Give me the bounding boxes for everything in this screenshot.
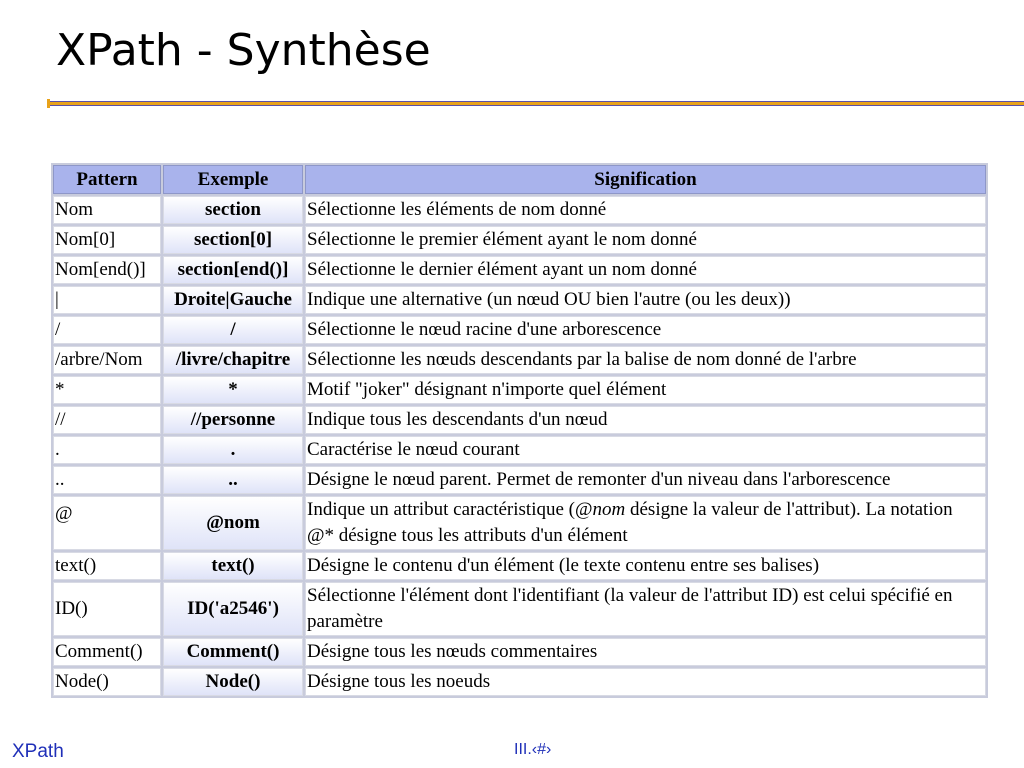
table-row xyxy=(53,466,986,494)
cell-pattern: @ xyxy=(53,496,161,550)
table-row xyxy=(53,376,986,404)
cell-pattern: / xyxy=(53,316,161,344)
cell-example: /livre/chapitre xyxy=(163,346,303,374)
footer-title: XPath xyxy=(12,741,64,762)
table-row xyxy=(53,436,986,464)
cell-meaning xyxy=(305,496,986,550)
cell-pattern: | xyxy=(53,286,161,314)
cell-meaning: Sélectionne le nœud racine d'une arborescence xyxy=(305,316,986,344)
cell-example: * xyxy=(163,376,303,404)
header-pattern: Pattern xyxy=(53,165,161,194)
table-header-row xyxy=(53,165,986,194)
cell-example: @nom xyxy=(163,496,303,550)
cell-pattern: . xyxy=(53,436,161,464)
cell-pattern: ID() xyxy=(53,582,161,636)
header-meaning: Signification xyxy=(305,165,986,194)
table-row xyxy=(53,226,986,254)
cell-pattern: .. xyxy=(53,466,161,494)
cell-example: section[0] xyxy=(163,226,303,254)
cell-example: section[end()] xyxy=(163,256,303,284)
cell-meaning: Sélectionne le premier élément ayant le nom donné xyxy=(305,226,986,254)
slide-title: XPath - Synthèse xyxy=(56,25,431,76)
footer-page-number: III.‹#› xyxy=(514,741,552,758)
table-row xyxy=(53,668,986,696)
cell-meaning: Sélectionne l'élément dont l'identifiant (la valeur de l'attribut ID) est celui spécifié en paramètre xyxy=(305,582,986,636)
cell-meaning: Indique une alternative (un nœud OU bien l'autre (ou les deux)) xyxy=(305,286,986,314)
cell-pattern: text() xyxy=(53,552,161,580)
cell-pattern: /arbre/Nom xyxy=(53,346,161,374)
cell-meaning: Indique tous les descendants d'un nœud xyxy=(305,406,986,434)
cell-pattern: Comment() xyxy=(53,638,161,666)
table-row xyxy=(53,256,986,284)
table-row xyxy=(53,552,986,580)
cell-pattern: Nom[0] xyxy=(53,226,161,254)
meaning-text-part1: Indique un attribut caractéristique (@ xyxy=(307,499,593,520)
cell-meaning: Désigne le contenu d'un élément (le texte contenu entre ses balises) xyxy=(305,552,986,580)
cell-example: Node() xyxy=(163,668,303,696)
table-row xyxy=(53,406,986,434)
cell-example: . xyxy=(163,436,303,464)
cell-example: text() xyxy=(163,552,303,580)
cell-example: //personne xyxy=(163,406,303,434)
cell-meaning: Sélectionne le dernier élément ayant un nom donné xyxy=(305,256,986,284)
cell-meaning: Désigne le nœud parent. Permet de remonter d'un niveau dans l'arborescence xyxy=(305,466,986,494)
cell-pattern: * xyxy=(53,376,161,404)
cell-pattern: Nom[end()] xyxy=(53,256,161,284)
title-underline-rule xyxy=(47,101,1024,106)
table-row xyxy=(53,496,986,550)
cell-meaning: Caractérise le nœud courant xyxy=(305,436,986,464)
cell-pattern: Node() xyxy=(53,668,161,696)
table-row xyxy=(53,286,986,314)
cell-example: .. xyxy=(163,466,303,494)
cell-example: ID('a2546') xyxy=(163,582,303,636)
cell-pattern: // xyxy=(53,406,161,434)
table-row xyxy=(53,582,986,636)
table-row xyxy=(53,638,986,666)
cell-meaning: Désigne tous les nœuds commentaires xyxy=(305,638,986,666)
table-row xyxy=(53,196,986,224)
cell-meaning: Sélectionne les nœuds descendants par la balise de nom donné de l'arbre xyxy=(305,346,986,374)
header-example: Exemple xyxy=(163,165,303,194)
cell-meaning: Désigne tous les noeuds xyxy=(305,668,986,696)
cell-meaning: Sélectionne les éléments de nom donné xyxy=(305,196,986,224)
xpath-summary-table xyxy=(51,163,988,698)
cell-example: Comment() xyxy=(163,638,303,666)
cell-example: Droite|Gauche xyxy=(163,286,303,314)
meaning-text-italic: nom xyxy=(592,499,626,520)
table-row xyxy=(53,316,986,344)
cell-example: / xyxy=(163,316,303,344)
meaning-text-part2: désigne la valeur de l'attribut). La notation @* désigne tous les attributs d'un élément xyxy=(307,499,953,546)
cell-meaning: Motif "joker" désignant n'importe quel élément xyxy=(305,376,986,404)
table-row xyxy=(53,346,986,374)
cell-pattern: Nom xyxy=(53,196,161,224)
cell-example: section xyxy=(163,196,303,224)
